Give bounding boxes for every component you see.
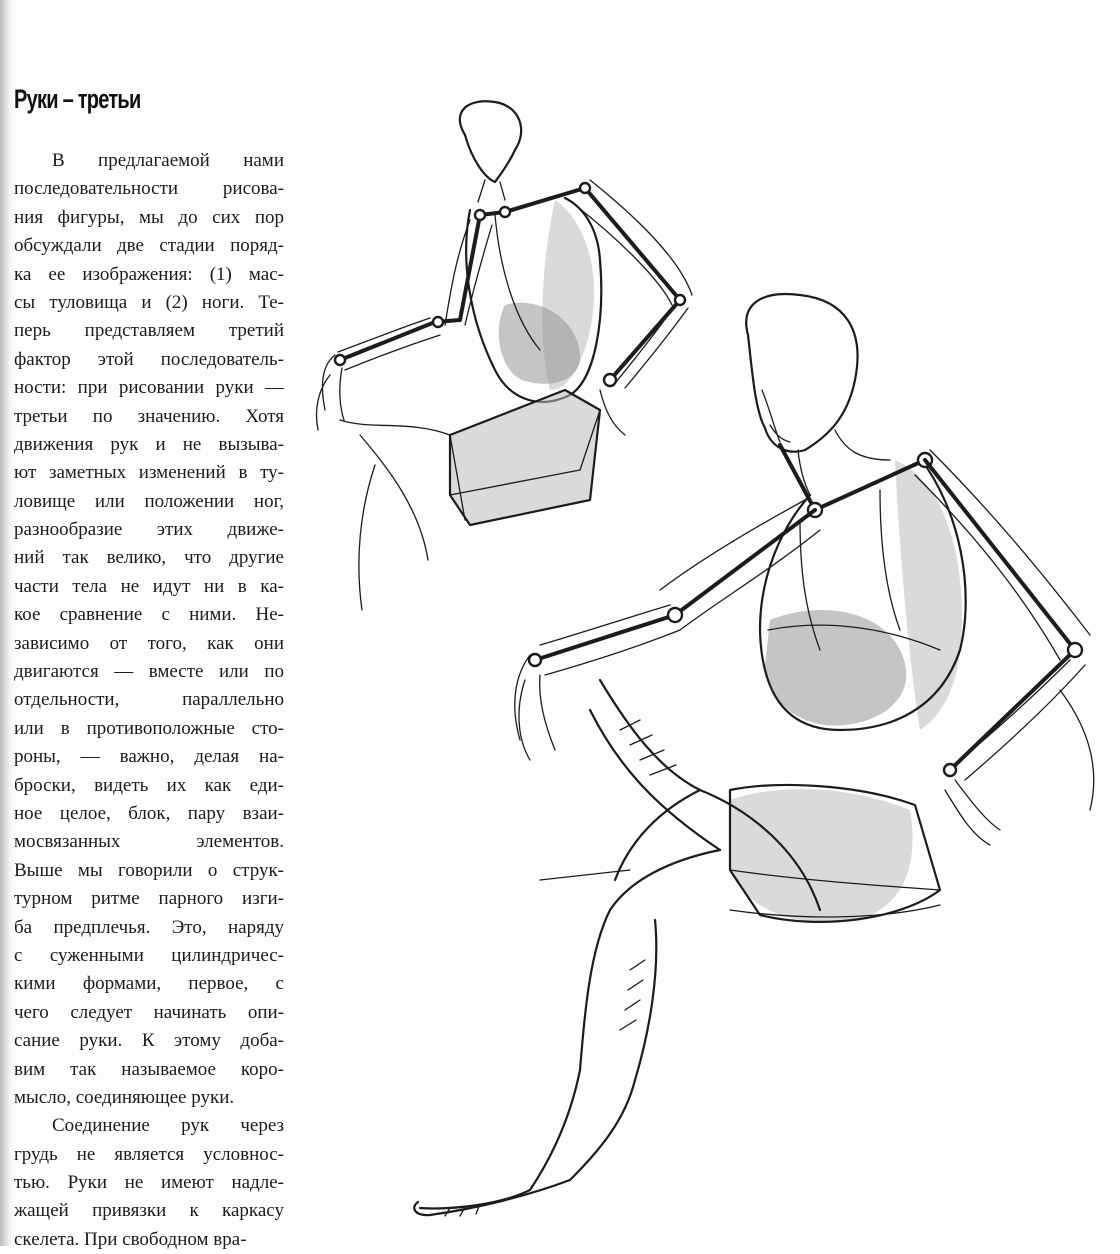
- text-line: двигаются — вместе или по: [14, 661, 284, 683]
- text-line: тью. Руки не имеют надле-: [14, 1172, 284, 1194]
- section-heading: Руки – третьи: [14, 84, 141, 114]
- text-line: сание руки. К этому доба-: [14, 1030, 284, 1052]
- text-line: ловище или положении ног,: [14, 490, 284, 512]
- text-line: третьи по значению. Хотя: [14, 405, 284, 427]
- text-line: кое сравнение с ними. Не-: [14, 604, 284, 626]
- page-spine-shadow: [0, 0, 14, 1246]
- text-line: чего следует начинать опи-: [14, 1001, 284, 1023]
- text-line: сы туловища и (2) ноги. Те-: [14, 291, 284, 313]
- text-line: ний так велико, что другие: [14, 547, 284, 569]
- figure-sketch-svg: [300, 90, 1110, 1230]
- text-line: ка ее изображения: (1) мас-: [14, 263, 284, 285]
- text-line: грудь не является условнос-: [14, 1143, 284, 1165]
- text-line: ности: при рисовании руки —: [14, 377, 284, 399]
- text-line: ное целое, блок, пару взаи-: [14, 802, 284, 824]
- text-line: части тела не идут ни в ка-: [14, 575, 284, 597]
- text-line: жащей привязки к каркасу: [14, 1200, 284, 1222]
- text-line: или в противоположные сто-: [14, 717, 284, 739]
- text-line: роны, — важно, делая на-: [14, 746, 284, 768]
- text-line: последовательности рисова-: [14, 178, 284, 200]
- text-line: ния фигуры, мы до сих пор: [14, 206, 284, 228]
- text-line: Выше мы говорили о струк-: [14, 859, 284, 881]
- text-line: отдельности, параллельно: [14, 689, 284, 711]
- text-line: разнообразие этих движе-: [14, 519, 284, 541]
- text-line: ют заметных изменений в ту-: [14, 462, 284, 484]
- text-line: кими формами, первое, с: [14, 973, 284, 995]
- text-line: зависимо от того, как они: [14, 632, 284, 654]
- text-line: мысло, соединяющее руки.: [14, 1086, 235, 1108]
- text-line: броски, видеть их как еди-: [14, 774, 284, 796]
- text-line: В предлагаемой нами: [52, 150, 284, 171]
- text-line: скелета. При свободном вра-: [14, 1228, 247, 1250]
- text-line: перь представляем третий: [14, 320, 284, 342]
- text-line: движения рук и не вызыва-: [14, 433, 284, 455]
- small-figure-sketch: [317, 101, 693, 610]
- text-line: ба предплечья. Это, наряду: [14, 916, 284, 938]
- body-text: [14, 147, 284, 1254]
- text-line: обсуждали две стадии поряд-: [14, 235, 284, 257]
- text-line: с суженными цилиндричес-: [14, 944, 284, 966]
- figure-illustration: [300, 90, 1110, 1230]
- text-line: вим так называемое коро-: [14, 1058, 284, 1080]
- text-line: фактор этой последователь-: [14, 348, 284, 370]
- text-line: турном ритме парного изги-: [14, 888, 284, 910]
- text-line: мосвязанных элементов.: [14, 831, 284, 853]
- text-line: Соединение рук через: [52, 1115, 284, 1137]
